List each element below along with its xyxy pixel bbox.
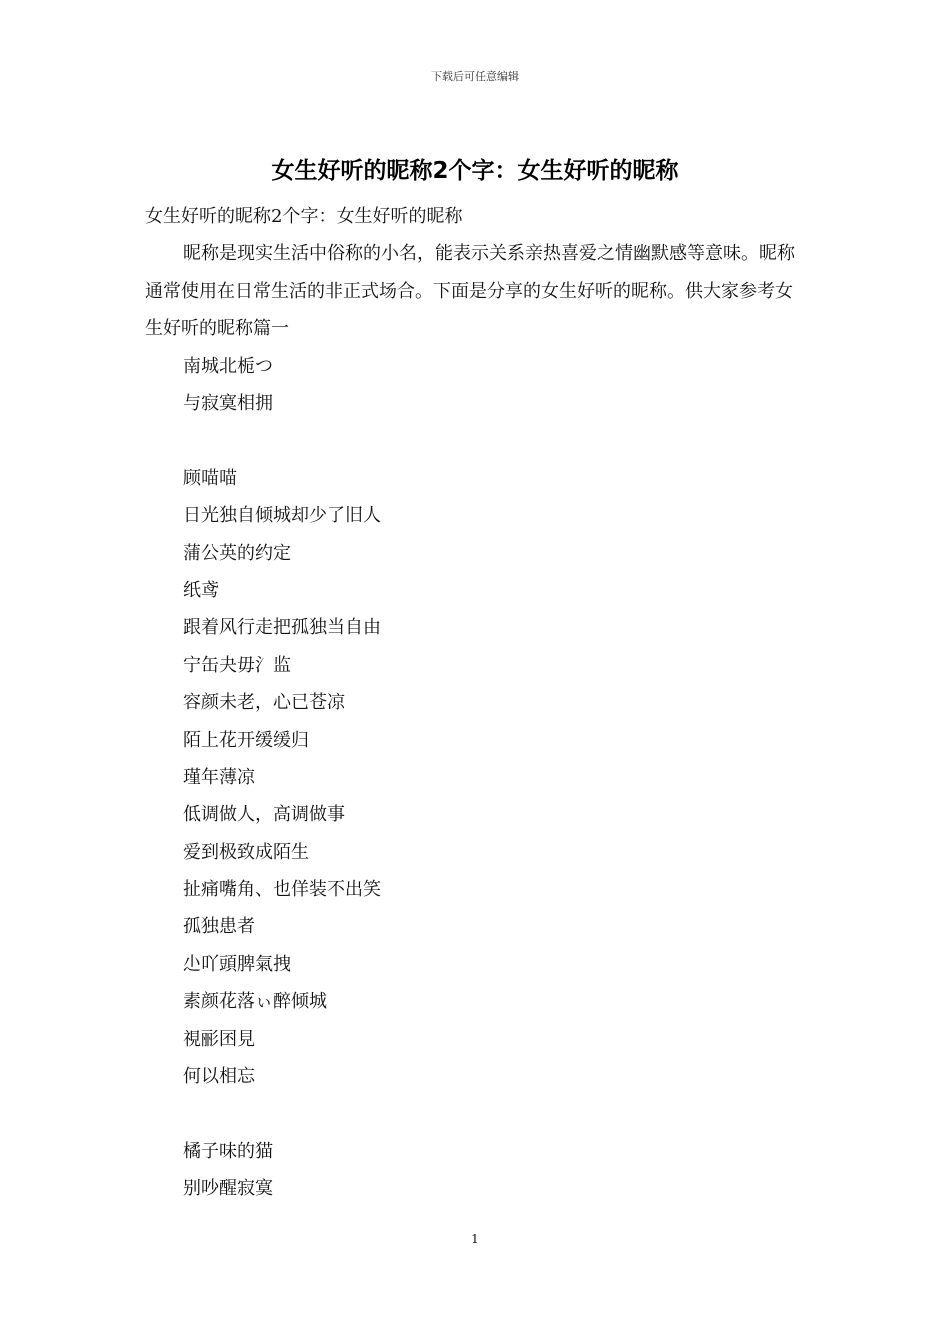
nickname-item: 南城北栀つ [183, 355, 273, 377]
nickname-item: 跟着风行走把孤独当自由 [183, 617, 381, 639]
nickname-item: 何以相忘 [183, 1066, 255, 1088]
nickname-item: 宁缶夬毋氵监 [183, 654, 291, 676]
nickname-item: 低调做人，高调做事 [183, 804, 345, 826]
nickname-item: 孤独患者 [183, 916, 255, 938]
nickname-item: 素颜花落ぃ醉倾城 [183, 991, 327, 1013]
nickname-item: 尐吖頭脾氣拽 [183, 953, 291, 975]
nickname-list [145, 348, 810, 1208]
nickname-item: 陌上花开缓缓归 [183, 729, 309, 751]
blank-line [183, 1095, 810, 1132]
nickname-item: 日光独自倾城却少了旧人 [183, 505, 381, 527]
nickname-item: 容颜未老，心已苍凉 [183, 692, 345, 714]
document-title: 女生好听的昵称2个字：女生好听的昵称 [271, 158, 679, 184]
document-body [145, 198, 810, 1208]
nickname-item: 顾喵喵 [183, 467, 237, 489]
nickname-item: 纸鸢 [183, 579, 219, 601]
intro-paragraph: 昵称是现实生活中俗称的小名，能表示关系亲热喜爱之情幽默感等意味。昵称通常使用在日常生活的非正式场合。下面是分享的女生好听的昵称。供大家参考女生好听的昵称篇一 [145, 243, 795, 340]
nickname-item: 橘子味的猫 [183, 1140, 273, 1162]
nickname-item: 蒲公英的约定 [183, 542, 291, 564]
page-number: 1 [471, 1232, 479, 1246]
nickname-item: 視彨囨見 [183, 1028, 255, 1050]
header-note: 下载后可任意编辑 [431, 70, 519, 83]
nickname-item: 扯痛嘴角、也佯装不出笑 [183, 879, 381, 901]
blank-line [183, 422, 810, 459]
document-subtitle: 女生好听的昵称2个字：女生好听的昵称 [145, 206, 463, 227]
nickname-item: 爱到极致成陌生 [183, 841, 309, 863]
nickname-item: 与寂寞相拥 [183, 393, 273, 415]
nickname-item: 别吵醒寂寞 [183, 1178, 273, 1200]
nickname-item: 瑾年薄凉 [183, 766, 255, 788]
